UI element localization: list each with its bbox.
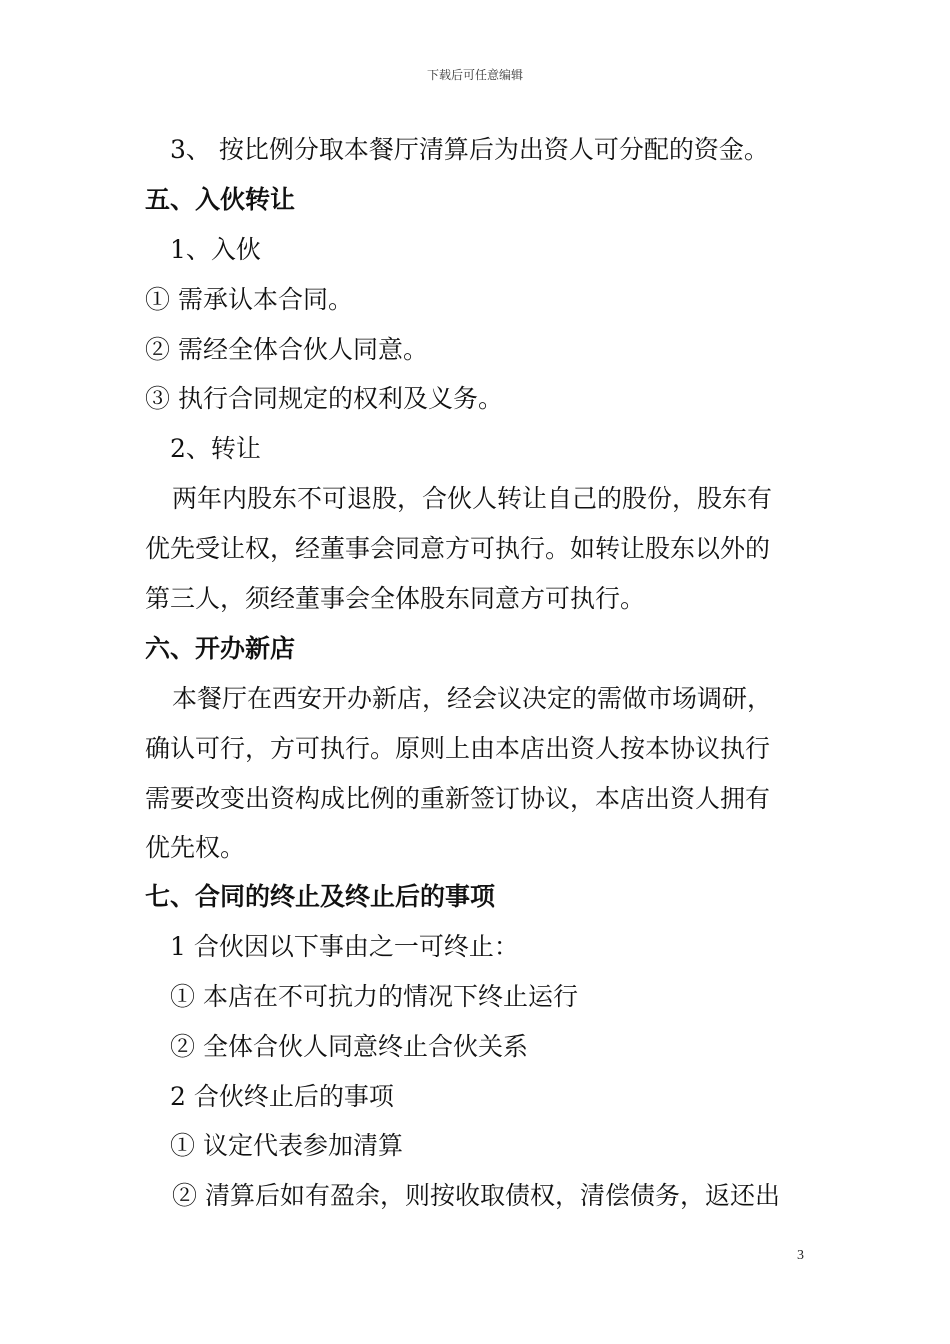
- join-item-1: ① 需承认本合同。: [145, 285, 353, 314]
- join-item-3: ③ 执行合同规定的权利及义务。: [145, 384, 503, 413]
- section-heading-6: 六、开办新店: [145, 634, 296, 663]
- join-item-2: ② 需经全体合伙人同意。: [145, 335, 428, 364]
- page-number: 3: [797, 1248, 804, 1263]
- section-heading-5: 五、入伙转让: [145, 185, 296, 214]
- subsection-transfer: 2、转让: [170, 434, 261, 463]
- transfer-paragraph-line-1: 两年内股东不可退股，合伙人转让自己的股份，股东有: [172, 484, 773, 513]
- transfer-paragraph-line-2: 优先受让权，经董事会同意方可执行。如转让股东以外的: [145, 534, 771, 563]
- termination-item-2: ② 全体合伙人同意终止合伙关系: [170, 1032, 528, 1061]
- new-store-paragraph-line-4: 优先权。: [145, 833, 246, 862]
- termination-reasons: 1 合伙因以下事由之一可终止：: [170, 932, 519, 961]
- new-store-paragraph-line-1: 本餐厅在西安开办新店，经会议决定的需做市场调研，: [172, 684, 773, 713]
- new-store-paragraph-line-3: 需要改变出资构成比例的重新签订协议，本店出资人拥有: [145, 784, 771, 813]
- section-heading-7: 七、合同的终止及终止后的事项: [145, 882, 496, 911]
- clause-5-3: 3、 按比例分取本餐厅清算后为出资人可分配的资金。: [170, 135, 769, 164]
- post-termination-heading: 2 合伙终止后的事项: [170, 1082, 394, 1111]
- post-termination-item-2: ② 清算后如有盈余，则按收取债权，清偿债务，返还出: [172, 1181, 780, 1210]
- termination-item-1: ① 本店在不可抗力的情况下终止运行: [170, 982, 578, 1011]
- page-header: 下载后可任意编辑: [426, 68, 523, 82]
- new-store-paragraph-line-2: 确认可行，方可执行。原则上由本店出资人按本协议执行: [145, 734, 771, 763]
- transfer-paragraph-line-3: 第三人，须经董事会全体股东同意方可执行。: [145, 584, 646, 613]
- subsection-join: 1、入伙: [170, 235, 261, 264]
- post-termination-item-1: ① 议定代表参加清算: [170, 1131, 403, 1160]
